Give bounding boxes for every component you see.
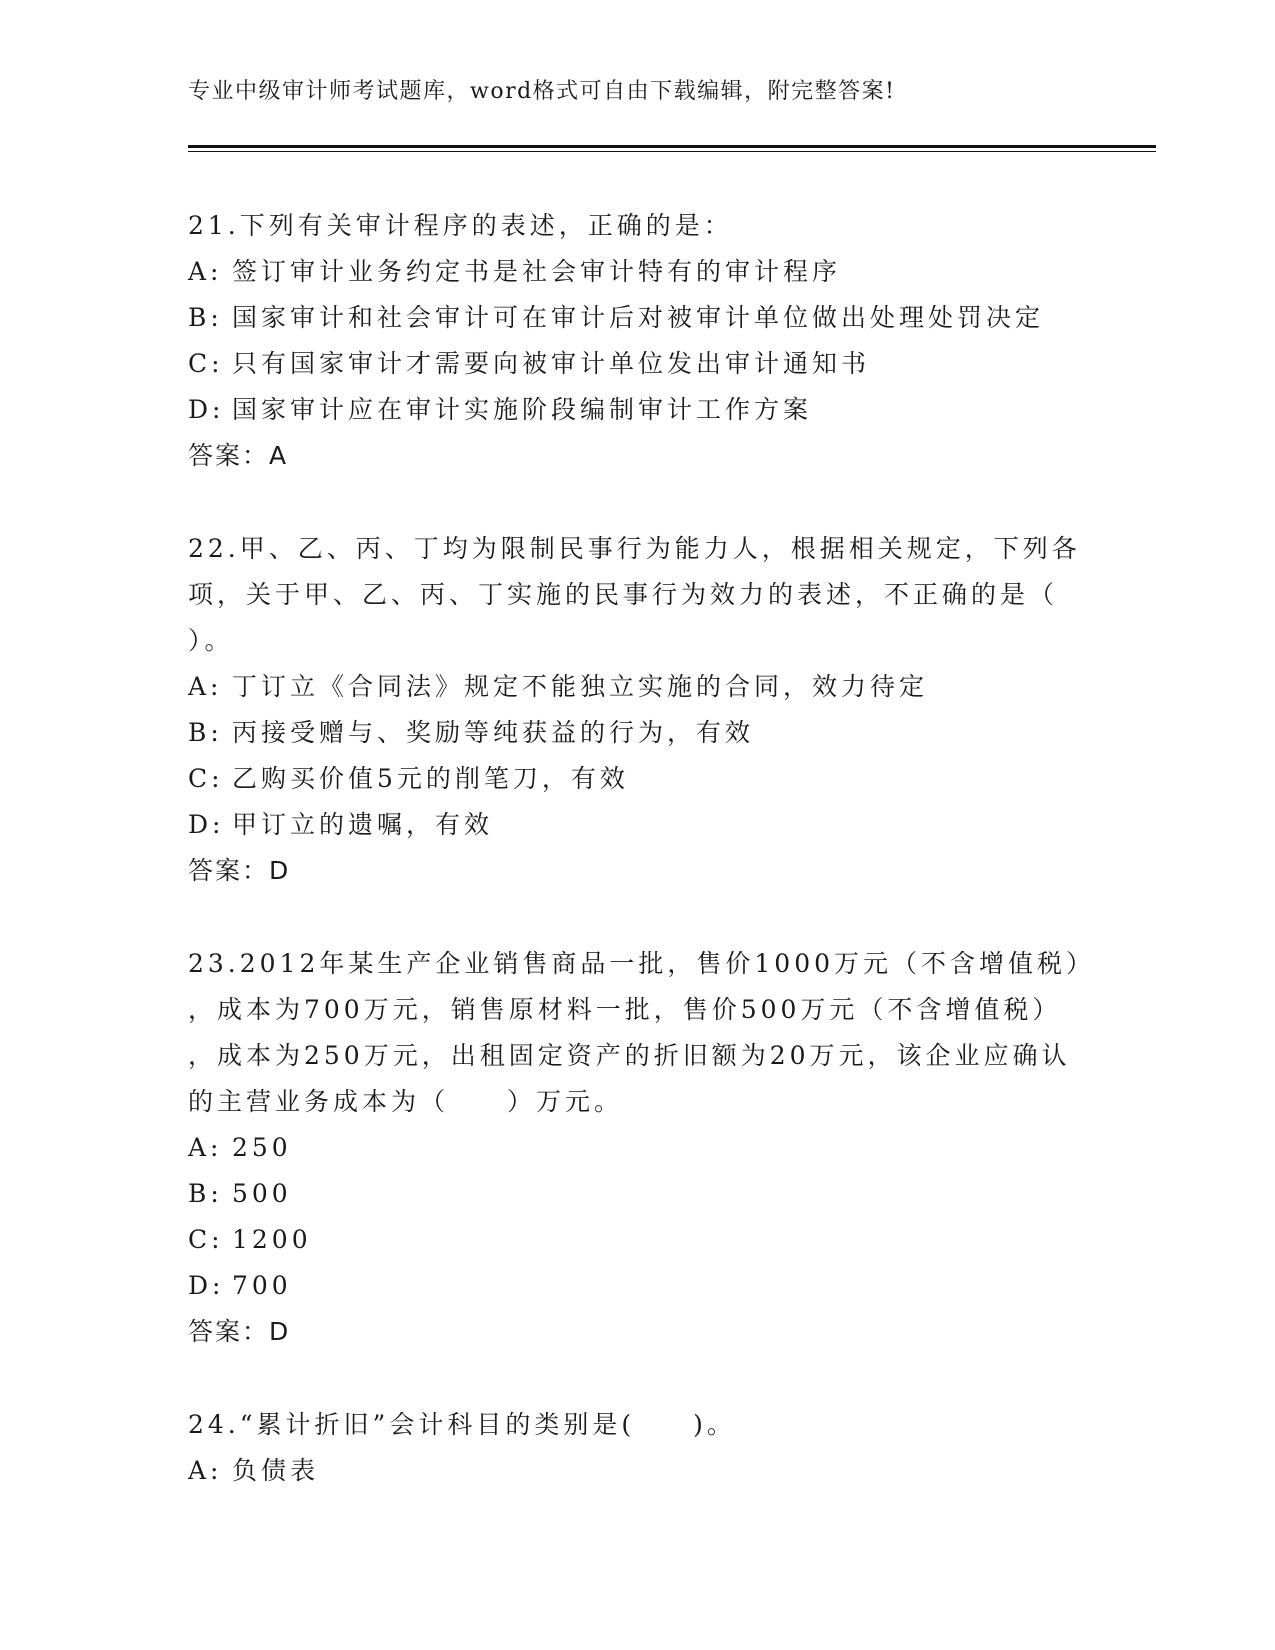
option-letter: A:: [188, 672, 223, 701]
question-stem-line: 项，关于甲、乙、丙、丁实施的民事行为效力的表述，不正确的是（: [188, 580, 1059, 609]
option-text: 250: [232, 1133, 292, 1162]
question-list: [188, 203, 1096, 1541]
option-letter: D:: [188, 395, 225, 424]
option-text: 700: [232, 1271, 292, 1300]
option-text: 乙购买价值5元的削笔刀，有效: [232, 764, 629, 793]
option-row: [188, 341, 1088, 387]
option-row: [188, 664, 1088, 710]
question-block: [188, 203, 1088, 479]
option-letter: B:: [188, 303, 223, 332]
question-block: [188, 941, 1096, 1355]
option-row: [188, 802, 1088, 848]
option-text: 签订审计业务约定书是社会审计特有的审计程序: [232, 257, 842, 286]
option-row: [188, 249, 1088, 295]
option-letter: A:: [188, 1456, 223, 1485]
option-row: [188, 1448, 1088, 1494]
option-letter: D:: [188, 1271, 225, 1300]
option-text: 1200: [232, 1225, 312, 1254]
option-text: 丙接受赠与、奖励等纯获益的行为，有效: [232, 718, 755, 747]
option-text: 只有国家审计才需要向被审计单位发出审计通知书: [232, 349, 871, 378]
option-letter: B:: [188, 1179, 223, 1208]
option-text: 丁订立《合同法》规定不能独立实施的合同，效力待定: [232, 672, 929, 701]
question-stem-line: 22.甲、乙、丙、丁均为限制民事行为能力人，根据相关规定，下列各: [188, 534, 1081, 563]
header-note: 专业中级审计师考试题库，word格式可自由下载编辑，附完整答案!: [188, 79, 896, 104]
option-letter: B:: [188, 718, 223, 747]
option-text: 甲订立的遗嘱，有效: [232, 810, 494, 839]
answer-line: 答案：D: [188, 856, 291, 885]
question-block: [188, 1402, 1088, 1494]
header-divider-thin: [188, 151, 1156, 152]
option-letter: A:: [188, 257, 223, 286]
option-text: 负债表: [232, 1456, 320, 1485]
option-text: 500: [232, 1179, 292, 1208]
option-row: [188, 387, 1088, 433]
answer-line: 答案：D: [188, 1317, 291, 1346]
option-text: 国家审计和社会审计可在审计后对被审计单位做出处理处罚决定: [232, 303, 1045, 332]
option-row: [188, 710, 1088, 756]
option-row: [188, 1125, 1088, 1171]
answer-line: 答案：A: [188, 441, 289, 470]
question-stem-line: ，成本为700万元，销售原材料一批，售价500万元（不含增值税）: [188, 995, 1062, 1024]
option-row: [188, 295, 1088, 341]
question-stem-line: ）。: [188, 626, 234, 655]
option-letter: C:: [188, 349, 224, 378]
question-stem-line: 21.下列有关审计程序的表述，正确的是：: [188, 211, 733, 240]
question-block: [188, 526, 1088, 894]
header-divider-thick: [188, 145, 1156, 148]
option-letter: A:: [188, 1133, 223, 1162]
option-row: [188, 756, 1088, 802]
option-text: 国家审计应在审计实施阶段编制审计工作方案: [232, 395, 813, 424]
option-letter: C:: [188, 764, 224, 793]
option-row: [188, 1263, 1088, 1309]
question-stem-line: 24.“累计折旧”会计科目的类别是( )。: [188, 1410, 736, 1439]
option-row: [188, 1171, 1088, 1217]
option-letter: C:: [188, 1225, 224, 1254]
option-row: [188, 1217, 1088, 1263]
question-stem-line: 的主营业务成本为（ ）万元。: [188, 1087, 624, 1116]
option-letter: D:: [188, 810, 225, 839]
question-stem-line: ，成本为250万元，出租固定资产的折旧额为20万元，该企业应确认: [188, 1041, 1071, 1070]
question-stem-line: 23.2012年某生产企业销售商品一批，售价1000万元（不含增值税）: [188, 949, 1096, 978]
